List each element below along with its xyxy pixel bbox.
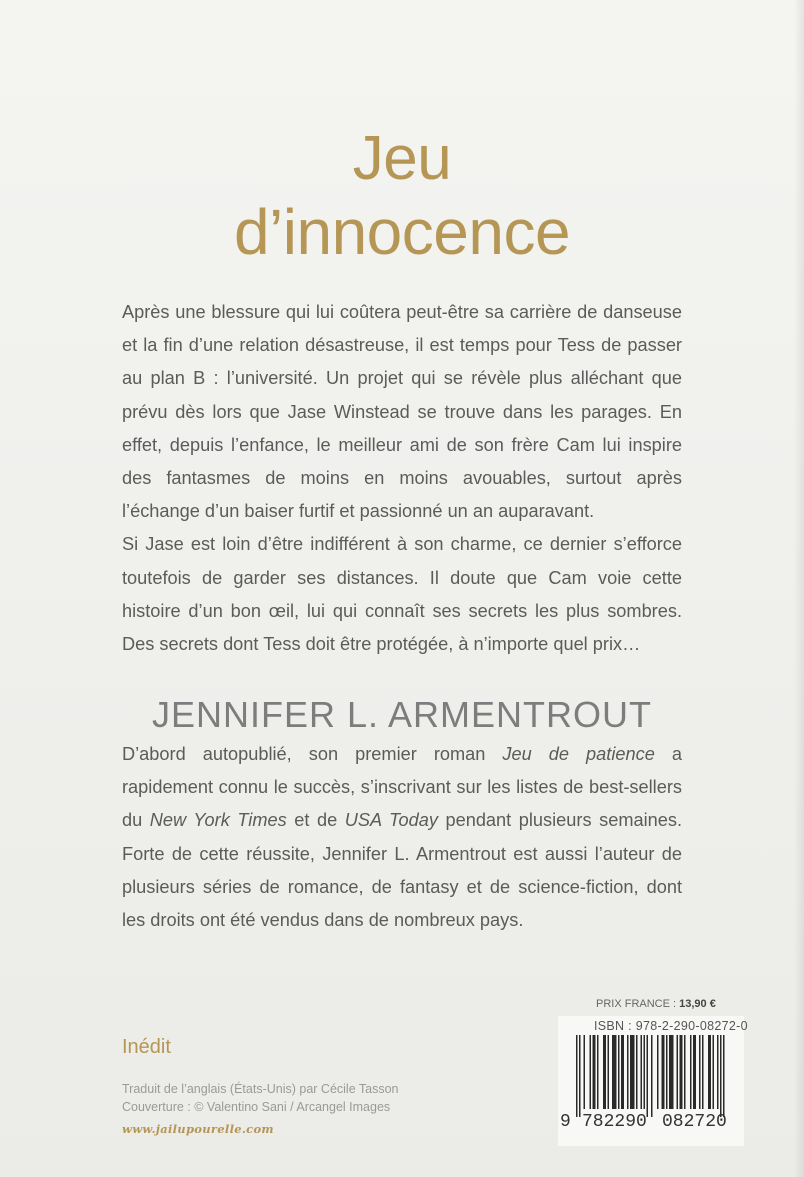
publisher-website[interactable]: www.jailupourelle.com	[122, 1122, 274, 1136]
barcode-bar	[612, 1035, 617, 1109]
bio-book-title: Jeu de patience	[502, 744, 655, 764]
barcode-bar	[627, 1035, 629, 1109]
author-bio	[122, 738, 682, 937]
barcode-bar	[651, 1035, 653, 1117]
synopsis-paragraph-2: Si Jase est loin d’être indifférent à son charme, ce dernier s’efforce toutefois de garder ses distances. Il doute que Cam voie cette histoire d’un bon œil, lui qui connaît ses secrets les plus sombres. Des secrets dont Tess doit être protégée, à n’importe quel prix…	[122, 534, 682, 655]
barcode-bar	[669, 1035, 674, 1109]
barcode-bar	[603, 1035, 606, 1109]
inedit-label: Inédit	[122, 1036, 171, 1058]
price-value: 13,90 €	[679, 998, 716, 1010]
barcode-bar	[717, 1035, 719, 1109]
barcode-bar	[657, 1035, 659, 1109]
barcode-bar	[702, 1035, 704, 1109]
barcode-bar	[677, 1035, 679, 1109]
bio-nyt: New York Times	[149, 810, 287, 831]
bio-text-1: D’abord autopublié, son premier roman	[122, 744, 503, 764]
barcode-bar	[630, 1035, 635, 1109]
barcode-bar	[579, 1035, 581, 1117]
barcode-bar	[720, 1035, 722, 1117]
author-name: JENNIFER L. ARMENTROUT	[151, 694, 653, 735]
barcode-bar	[684, 1035, 686, 1109]
synopsis	[122, 296, 682, 661]
barcode-bar	[723, 1035, 725, 1117]
bio-text-2: a rapidement connu le succès, s’inscrivant sur les listes de best-sellers du	[122, 744, 682, 831]
barcode-digits-group-2: 082720	[662, 1112, 727, 1132]
barcode-bar	[666, 1035, 668, 1109]
barcode-bar	[647, 1035, 649, 1117]
barcode-digit-prefix: 9	[560, 1112, 571, 1132]
price	[596, 998, 716, 1010]
bio-usa-today: USA Today	[344, 810, 438, 831]
barcode-digits-group-1: 782290	[582, 1112, 647, 1132]
title-line-1: Jeu	[352, 124, 452, 193]
barcode-bar	[693, 1035, 696, 1109]
barcode-bar	[708, 1035, 711, 1109]
bio-text-4: pendant plusieurs semaines. Forte de cette réussite, Jennifer L. Armentrout est aussi l’auteur de plusieurs séries de romance, de fantasy et de science-fiction, dont les droits ont été vendus dans de nombreux pays.	[122, 810, 682, 931]
barcode-bar	[608, 1035, 610, 1109]
barcode-bar	[713, 1035, 715, 1109]
bio-paragraph	[122, 738, 682, 937]
barcode-bar	[680, 1035, 683, 1109]
barcode-bar	[584, 1035, 586, 1109]
price-label: PRIX FRANCE :	[596, 998, 680, 1010]
translation-credit: Traduit de l’anglais (États-Unis) par Cécile Tasson	[122, 1082, 399, 1096]
barcode-bar	[618, 1035, 620, 1109]
barcode-bar	[641, 1035, 643, 1109]
barcode-bar	[690, 1035, 692, 1109]
barcode-icon	[574, 1035, 740, 1117]
barcode-bar	[636, 1035, 638, 1109]
title-line-2: d’innocence	[233, 196, 571, 268]
credits	[122, 1080, 399, 1116]
barcode-bar	[621, 1035, 624, 1109]
barcode-bar	[590, 1035, 592, 1109]
barcode-bar	[593, 1035, 596, 1109]
isbn-text: ISBN : 978-2-290-08272-0	[594, 1019, 748, 1033]
barcode-bar	[597, 1035, 599, 1109]
barcode-bar	[699, 1035, 701, 1109]
bio-text-3: et de	[286, 810, 345, 831]
barcode-bar	[644, 1035, 646, 1109]
synopsis-paragraph-1: Après une blessure qui lui coûtera peut-être sa carrière de danseuse et la fin d’une relation désastreuse, il est temps pour Tess de passer au plan B : l’université. Un projet qui se révèle plus alléchant que prévu dès lors que Jase Winstead se trouve dans les parages. En effet, depuis l’enfance, le meilleur ami de son frère Cam lui inspire des fantasmes de moins en moins avouables, surtout après l’échange d’un baiser furtif et passionné un an auparavant.	[122, 302, 682, 522]
barcode-bar	[576, 1035, 578, 1117]
cover-credit: Couverture : © Valentino Sani / Arcangel Images	[122, 1100, 391, 1114]
barcode-bar	[662, 1035, 665, 1109]
